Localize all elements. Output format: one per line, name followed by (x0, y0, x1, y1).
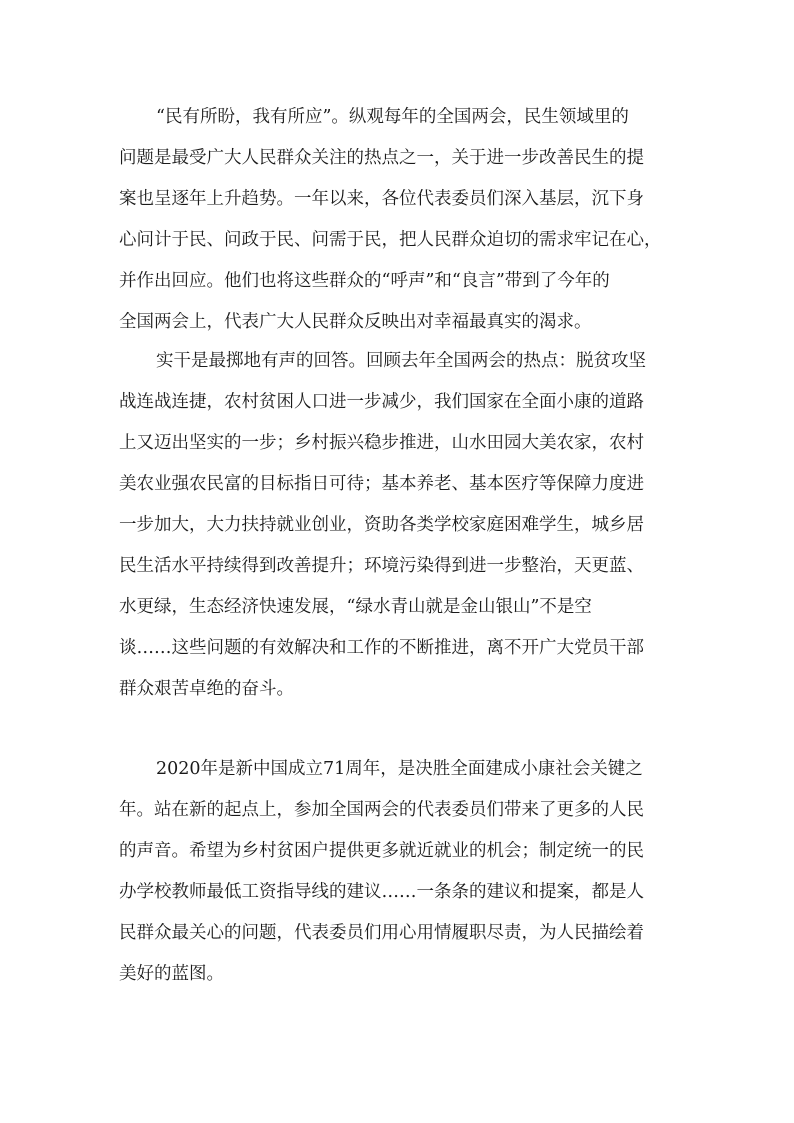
paragraph-line: 案也呈逐年上升趋势。一年以来，各位代表委员们深入基层，沉下身 (119, 189, 644, 209)
paragraph-line: 问题是最受广大人民群众关注的热点之一，关于进一步改善民生的提 (119, 148, 644, 168)
paragraph-1 (119, 97, 679, 343)
paragraph-line: 办学校教师最低工资指导线的建议……一条条的建议和提案，都是人 (119, 882, 644, 902)
paragraph-line: 的声音。希望为乡村贫困户提供更多就近就业的机会；制定统一的民 (119, 841, 644, 861)
paragraph-line: 水更绿，生态经济快速发展，“绿水青山就是金山银山”不是空 (119, 597, 592, 617)
paragraph-line: 美农业强农民富的目标指日可待；基本养老、基本医疗等保障力度进 (119, 474, 644, 494)
paragraph-line: 全国两会上，代表广大人民群众反映出对幸福最真实的渴求。 (119, 312, 592, 332)
paragraph-3 (119, 749, 679, 995)
paragraph-line: 心问计于民、问政于民、问需于民，把人民群众迫切的需求牢记在心， (119, 230, 662, 250)
paragraph-line: 并作出回应。他们也将这些群众的“呼声”和“良言”带到了今年的 (119, 271, 610, 291)
paragraph-2 (119, 341, 679, 710)
paragraph-line: 2020年是新中国成立71周年，是决胜全面建成小康社会关键之 (156, 759, 643, 779)
paragraph-line: 战连战连捷，农村贫困人口进一步减少，我们国家在全面小康的道路 (119, 392, 644, 412)
paragraph-line: 实干是最掷地有声的回答。回顾去年全国两会的热点：脱贫攻坚 (156, 351, 646, 371)
paragraph-line: 群众艰苦卓绝的奋斗。 (119, 679, 294, 699)
paragraph-line: 上又迈出坚实的一步；乡村振兴稳步推进，山水田园大美农家，农村 (119, 433, 644, 453)
paragraph-line: 年。站在新的起点上，参加全国两会的代表委员们带来了更多的人民 (119, 800, 644, 820)
paragraph-line: 美好的蓝图。 (119, 964, 224, 984)
paragraph-line: 民生活水平持续得到改善提升；环境污染得到进一步整治，天更蓝、 (119, 556, 644, 576)
paragraph-line: 谈……这些问题的有效解决和工作的不断推进，离不开广大党员干部 (119, 638, 644, 658)
paragraph-line: “民有所盼，我有所应”。纵观每年的全国两会，民生领域里的 (156, 107, 629, 127)
paragraph-line: 民群众最关心的问题，代表委员们用心用情履职尽责，为人民描绘着 (119, 923, 644, 943)
paragraph-line: 一步加大，大力扶持就业创业，资助各类学校家庭困难学生，城乡居 (119, 515, 644, 535)
